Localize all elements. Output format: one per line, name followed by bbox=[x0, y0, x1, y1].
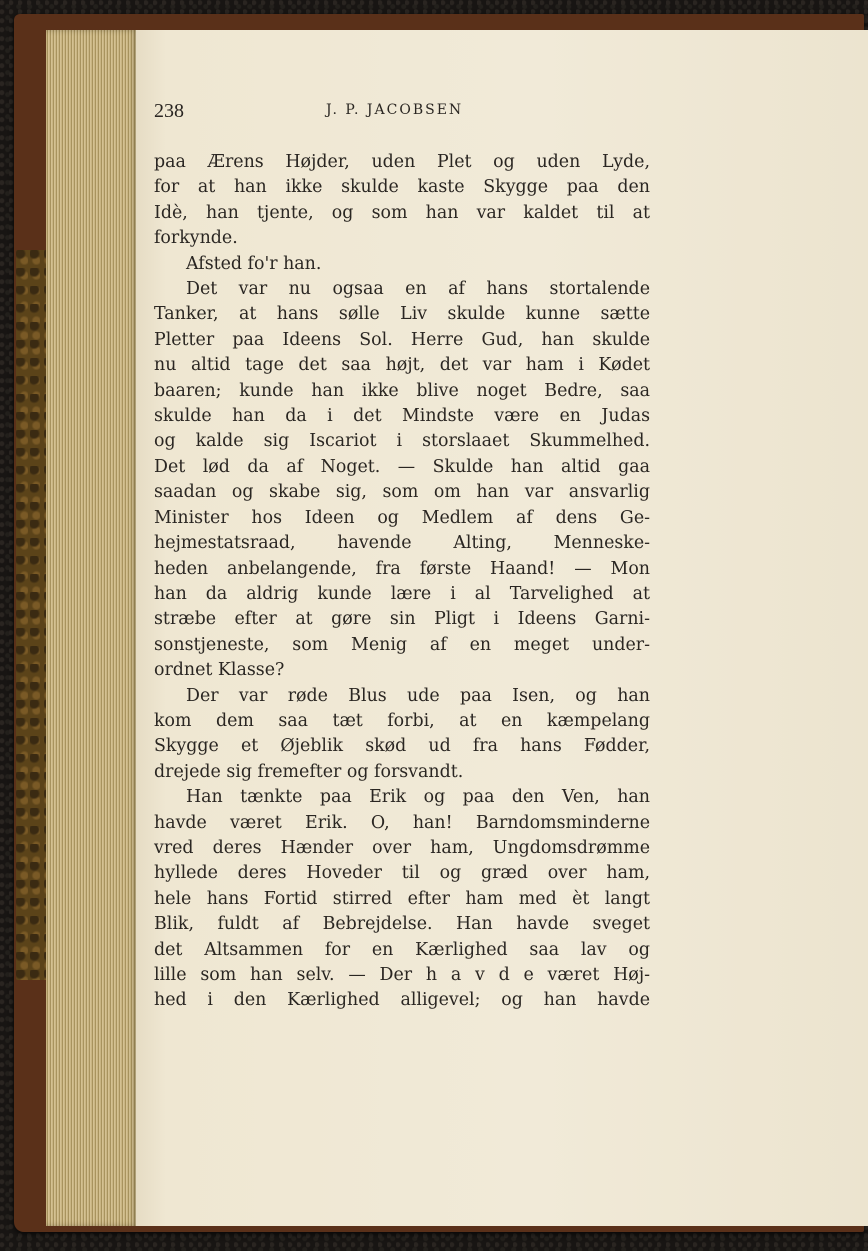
page-edges bbox=[46, 30, 138, 1226]
text-line: kom dem saa tæt forbi, at en kæmpelang bbox=[154, 710, 650, 731]
text-line: Han tænkte paa Erik og paa den Ven, han bbox=[186, 787, 650, 808]
text-line: paa Ærens Højder, uden Plet og uden Lyde, bbox=[154, 152, 650, 172]
page-content bbox=[154, 100, 650, 1014]
text-line: Afsted fo'r han. bbox=[186, 253, 322, 274]
text-line: Idè, han tjente, og som han var kaldet til at bbox=[154, 202, 650, 223]
text-line: hejmestatsraad, havende Alting, Menneske- bbox=[154, 533, 650, 554]
text-line: heden anbelangende, fra første Haand! — Mon bbox=[154, 558, 650, 579]
text-line: nu altid tage det saa højt, det var ham i Kødet bbox=[154, 355, 650, 376]
text-line: hele hans Fortid stirred efter ham med èt langt bbox=[154, 888, 650, 909]
text-line: Blik, fuldt af Bebrejdelse. Han havde sveget bbox=[154, 914, 650, 935]
body-text bbox=[154, 150, 650, 1014]
text-line: Tanker, at hans sølle Liv skulde kunne sætte bbox=[154, 304, 650, 325]
text-line: Minister hos Ideen og Medlem af dens Ge- bbox=[154, 507, 650, 528]
text-line: Pletter paa Ideens Sol. Herre Gud, han skulde bbox=[154, 329, 650, 350]
text-line: drejede sig fremefter og forsvandt. bbox=[154, 761, 464, 782]
text-line: baaren; kunde han ikke blive noget Bedre, saa bbox=[154, 380, 650, 401]
text-line: det Altsammen for en Kærlighed saa lav og bbox=[154, 939, 650, 960]
text-line: saadan og skabe sig, som om han var ansvarlig bbox=[154, 482, 650, 503]
text-line: Der var røde Blus ude paa Isen, og han bbox=[186, 685, 650, 706]
text-line: hed i den Kærlighed alligevel; og han havde bbox=[154, 990, 650, 1011]
text-line: forkynde. bbox=[154, 228, 238, 249]
page-number: 238 bbox=[154, 100, 184, 122]
text-line: stræbe efter at gøre sin Pligt i Ideens Garni- bbox=[154, 609, 650, 630]
text-line: Skygge et Øjeblik skød ud fra hans Fødder, bbox=[154, 736, 650, 757]
text-line: Det var nu ogsaa en af hans stortalende bbox=[186, 279, 650, 300]
text-line: lille som han selv. — Der h a v d e været Høj- bbox=[154, 965, 650, 985]
text-line: hyllede deres Hoveder til og græd over ham, bbox=[154, 863, 650, 884]
text-line: for at han ikke skulde kaste Skygge paa den bbox=[154, 177, 650, 198]
text-line: havde været Erik. O, han! Barndomsminderne bbox=[154, 812, 650, 833]
author-running-head: J. P. JACOBSEN bbox=[326, 102, 464, 118]
running-head bbox=[154, 100, 650, 120]
text-line: og kalde sig Iscariot i storslaaet Skummelhed. bbox=[154, 431, 650, 452]
text-line: han da aldrig kunde lære i al Tarvelighed at bbox=[154, 583, 650, 604]
text-line: Det lød da af Noget. — Skulde han altid gaa bbox=[154, 456, 650, 477]
text-line: vred deres Hænder over ham, Ungdomsdrømme bbox=[154, 837, 650, 858]
text-line: ordnet Klasse? bbox=[154, 660, 285, 681]
text-line: sonstjeneste, som Menig af en meget under- bbox=[154, 634, 650, 655]
text-line: skulde han da i det Mindste være en Judas bbox=[154, 406, 650, 427]
